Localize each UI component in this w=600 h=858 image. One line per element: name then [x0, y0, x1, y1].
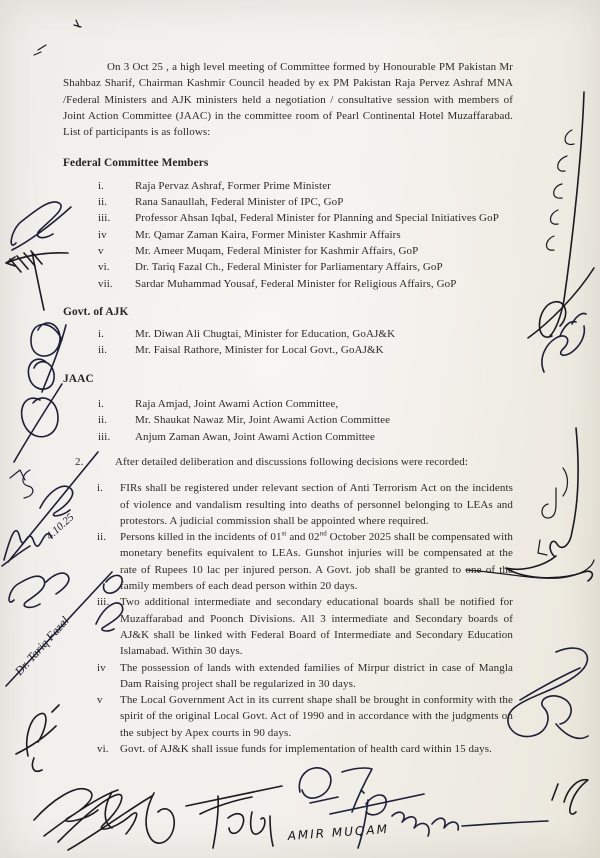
decision-item — [63, 529, 513, 594]
item-text: Sardar Muhammad Yousaf, Federal Minister for Religious Affairs, GoP — [135, 277, 457, 290]
handwritten-date: 4.10.25 — [43, 511, 77, 543]
item-text: Mr. Faisal Rathore, Minister for Local Govt., GoAJ&K — [135, 344, 384, 357]
signature-left-margin-3 — [28, 323, 66, 392]
signature-bottom-1 — [58, 793, 174, 850]
ajk-govt-list — [63, 326, 513, 359]
item-text: Two additional intermediate and secondary educational boards shall be notified for Muzaffarabad and Poonch Divisions. All 3 intermediate and Secondary boards of AJ&K shall be linked with Federal Board of Intermediate and Secondary Education Islamabad. Within 30 days. — [120, 596, 513, 658]
list-item — [63, 194, 513, 210]
item-text: The possession of lands with extended families of Mirpur district in case of Mangla Dam Raising project shall be regularized in 30 days. — [120, 661, 513, 690]
item-numeral: iii. — [97, 596, 110, 609]
handwritten-name-tariq: Dr. Tariq Fazal — [11, 613, 72, 679]
item-text: Professor Ahsan Iqbal, Federal Minister for Planning and Special Initiatives GoP — [135, 212, 499, 225]
item-numeral: i. — [98, 398, 105, 411]
item-text: FIRs shall be registered under relevant section of Anti Terrorism Act on the incidents of violence and vandalism resulting into deaths of personnel belonging to LEAs and protestors. A judicial commission shall be appointed where required. — [120, 482, 513, 527]
item-text: Mr. Shaukat Nawaz Mir, Joint Awami Action Committee — [135, 414, 391, 427]
handwritten-name-amir-muqam: AMIR MUQAM — [287, 821, 390, 843]
ordinal-superscript: st — [281, 529, 287, 538]
item-text: Mr. Diwan Ali Chugtai, Minister for Education, GoAJ&K — [135, 328, 396, 341]
decisions-list — [63, 480, 513, 757]
decisions-lead — [63, 454, 513, 470]
list-item — [63, 227, 513, 243]
item-numeral: iv — [98, 228, 107, 241]
paragraph-number: 2. — [75, 455, 84, 468]
decision-item — [63, 594, 513, 659]
item-numeral: iii. — [98, 212, 111, 225]
signature-left-margin-4 — [14, 384, 62, 462]
signature-right-margin-4 — [508, 648, 588, 738]
list-item — [63, 210, 513, 226]
jaac-list — [63, 396, 513, 445]
signature-left-margin-7 — [16, 705, 59, 771]
signature-left-margin-2 — [6, 251, 68, 310]
decision-item — [63, 660, 513, 693]
list-item — [63, 243, 513, 259]
item-text: Govt. of AJ&K shall issue funds for implementation of health card within 15 days. — [120, 742, 492, 755]
decision-item — [63, 741, 513, 757]
item-numeral: ii. — [97, 531, 107, 544]
text-part: and 02 — [286, 531, 320, 544]
signature-bottom-2 — [186, 786, 282, 848]
item-numeral: i. — [98, 328, 105, 341]
list-item — [63, 396, 513, 412]
document-body — [63, 0, 513, 757]
item-text — [120, 529, 513, 594]
list-item — [63, 276, 513, 292]
heading-federal-committee-members: Federal Committee Members — [63, 157, 209, 170]
item-numeral: iii. — [98, 430, 111, 443]
item-numeral: i. — [98, 179, 105, 192]
signature-bottom-4 — [358, 795, 548, 848]
item-text: Mr. Ameer Muqam, Federal Minister for Kashmir Affairs, GoP — [135, 244, 419, 257]
item-numeral: i. — [97, 482, 104, 495]
signature-left-margin-8 — [34, 789, 118, 836]
signature-right-margin-1 — [528, 92, 594, 338]
item-text: Mr. Qamar Zaman Kaira, Former Minister Kashmir Affairs — [135, 228, 401, 241]
federal-members-list — [63, 178, 513, 292]
intro-paragraph: On 3 Oct 25 , a high level meeting of Committee formed by Honourable PM Pakistan Mr Shahbaz Sharif, Chairman Kashmir Council headed by ex PM Pakistan Raja Pervez Ashraf MNA /Federal Ministers and AJK ministers held a negotiation / consultative session with members of Joint Action Committee (JAAC) in the committee room of Pearl Continental Hotel Muzaffarabad. List of participants is as follows: — [63, 61, 513, 139]
item-numeral: v — [98, 244, 104, 257]
signature-bottom-5 — [552, 780, 588, 814]
item-numeral: ii. — [98, 414, 108, 427]
item-numeral: ii. — [98, 196, 108, 209]
decisions-lead-text: After detailed deliberation and discussions following decisions were recorded: — [115, 455, 468, 468]
item-text: The Local Government Act in its current shape shall be brought in conformity with the spirit of the original Local Govt. Act of 1990 and in accordance with the judgments on the subject by Apex courts in 90 days. — [120, 694, 513, 739]
text-part: October 2025 shall be compensated with monetary benefits equivalent to LEAs. Gunshot injuries will be compensated at the rate of Rupees 10 lac per injured person. A Govt. job shall be granted to one of the family members of each dead person within 20 days. — [120, 531, 513, 593]
list-item — [63, 342, 513, 358]
item-text: Rana Sanaullah, Federal Minister of IPC, GoP — [135, 196, 344, 209]
list-item — [63, 178, 513, 194]
item-text: Dr. Tariq Fazal Ch., Federal Minister for Parliamentary Affairs, GoP — [135, 261, 443, 274]
decision-item — [63, 692, 513, 741]
item-numeral: iv — [97, 661, 106, 674]
list-item — [63, 326, 513, 342]
item-text: Raja Pervaz Ashraf, Former Prime Minister — [135, 179, 331, 192]
signature-bottom-3 — [286, 768, 424, 843]
item-numeral: ii. — [98, 344, 108, 357]
signature-right-margin-2 — [542, 313, 586, 372]
list-item — [63, 412, 513, 428]
item-numeral: v — [97, 694, 103, 707]
item-numeral: vi. — [98, 261, 110, 274]
heading-jaac: JAAC — [63, 372, 94, 385]
list-item — [63, 259, 513, 275]
decision-item — [63, 480, 513, 529]
list-item — [63, 429, 513, 445]
item-numeral: vi. — [97, 742, 109, 755]
text-part: Persons killed in the incidents of 01 — [120, 531, 282, 544]
item-text: Raja Amjad, Joint Awami Action Committee, — [135, 398, 339, 411]
heading-govt-of-ajk: Govt. of AJK — [63, 305, 129, 318]
item-numeral: vii. — [98, 277, 113, 290]
item-text: Anjum Zaman Awan, Joint Awami Action Committee — [135, 430, 375, 443]
ordinal-superscript: nd — [319, 529, 327, 538]
